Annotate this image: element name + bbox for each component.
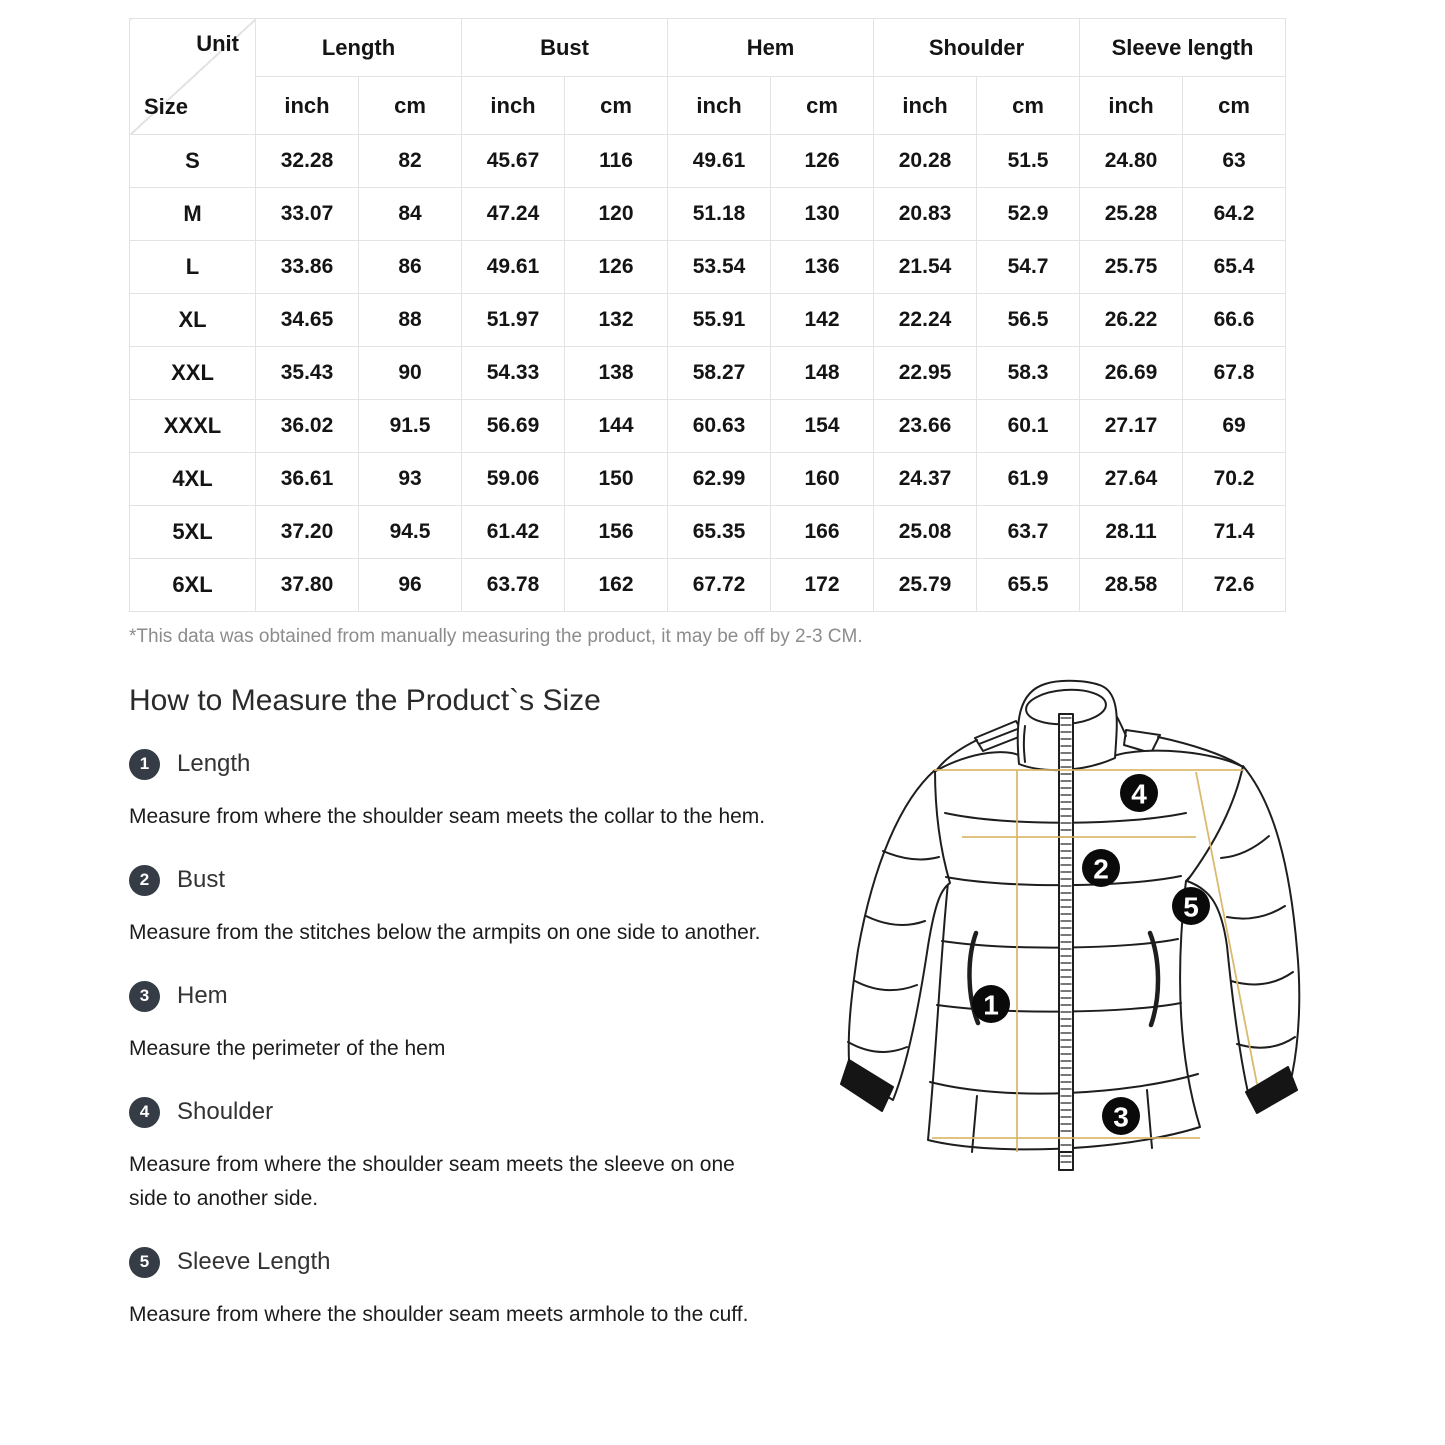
- table-cell: 88: [359, 294, 462, 347]
- table-cell: 33.86: [256, 241, 359, 294]
- svg-text:4: 4: [1131, 778, 1147, 810]
- table-cell: 166: [771, 506, 874, 559]
- column-group-length: Length: [256, 19, 462, 77]
- table-cell: 37.20: [256, 506, 359, 559]
- step-description: Measure from where the shoulder seam meets armhole to the cuff.: [129, 1303, 749, 1326]
- measure-section: [129, 650, 1315, 1332]
- size-table-body: [130, 135, 1286, 612]
- step-label: Hem: [177, 982, 228, 1009]
- table-cell: 32.28: [256, 135, 359, 188]
- table-cell: 49.61: [462, 241, 565, 294]
- step-header: [129, 980, 789, 1012]
- table-cell: 56.69: [462, 400, 565, 453]
- table-cell: 154: [771, 400, 874, 453]
- jacket-diagram-svg: [829, 650, 1315, 1210]
- table-cell: 116: [565, 135, 668, 188]
- step-label: Shoulder: [177, 1098, 274, 1125]
- measure-step: [129, 864, 789, 950]
- table-cell: 96: [359, 559, 462, 612]
- table-cell: 33.07: [256, 188, 359, 241]
- unit-header: inch: [874, 77, 977, 135]
- table-cell: 86: [359, 241, 462, 294]
- table-cell: 55.91: [668, 294, 771, 347]
- table-cell: 24.37: [874, 453, 977, 506]
- step-description: Measure the perimeter of the hem: [129, 1037, 446, 1060]
- size-label: 5XL: [130, 506, 256, 559]
- measure-heading: How to Measure the Product`s Size: [129, 684, 601, 717]
- table-cell: 26.69: [1080, 347, 1183, 400]
- table-cell: 58.27: [668, 347, 771, 400]
- column-group-shoulder: Shoulder: [874, 19, 1080, 77]
- table-cell: 37.80: [256, 559, 359, 612]
- step-label: Length: [177, 750, 251, 777]
- step-label: Bust: [177, 866, 226, 893]
- table-cell: 54.7: [977, 241, 1080, 294]
- table-cell: 24.80: [1080, 135, 1183, 188]
- corner-size-label: Size: [144, 94, 189, 119]
- table-cell: 54.33: [462, 347, 565, 400]
- table-cell: 91.5: [359, 400, 462, 453]
- table-row: [130, 294, 1286, 347]
- hood-strap-right: [1124, 730, 1160, 753]
- jacket-diagram: [829, 650, 1315, 1210]
- svg-text:1: 1: [983, 989, 999, 1021]
- table-cell: 90: [359, 347, 462, 400]
- size-label: L: [130, 241, 256, 294]
- table-cell: 156: [565, 506, 668, 559]
- table-cell: 52.9: [977, 188, 1080, 241]
- unit-header: inch: [1080, 77, 1183, 135]
- table-row: [130, 453, 1286, 506]
- table-cell: 60.63: [668, 400, 771, 453]
- unit-header: inch: [462, 77, 565, 135]
- table-cell: 160: [771, 453, 874, 506]
- table-cell: 142: [771, 294, 874, 347]
- zipper-tail: [1059, 1152, 1073, 1170]
- unit-header: cm: [359, 77, 462, 135]
- diagram-badge-1: [972, 985, 1010, 1023]
- table-cell: 130: [771, 188, 874, 241]
- corner-unit-label: Unit: [196, 31, 239, 56]
- diagram-badge-2: [1082, 849, 1120, 887]
- unit-header: cm: [565, 77, 668, 135]
- column-group-bust: Bust: [462, 19, 668, 77]
- table-cell: 126: [771, 135, 874, 188]
- table-cell: 120: [565, 188, 668, 241]
- table-cell: 28.58: [1080, 559, 1183, 612]
- table-row: [130, 559, 1286, 612]
- table-cell: 66.6: [1183, 294, 1286, 347]
- measure-step: [129, 748, 789, 834]
- step-number-badge: 2: [129, 865, 160, 896]
- table-cell: 23.66: [874, 400, 977, 453]
- table-cell: 27.17: [1080, 400, 1183, 453]
- table-cell: 58.3: [977, 347, 1080, 400]
- table-cell: 53.54: [668, 241, 771, 294]
- table-cell: 59.06: [462, 453, 565, 506]
- table-cell: 71.4: [1183, 506, 1286, 559]
- table-cell: 22.24: [874, 294, 977, 347]
- table-row: [130, 135, 1286, 188]
- unit-header: cm: [1183, 77, 1286, 135]
- table-row: [130, 400, 1286, 453]
- table-cell: 67.72: [668, 559, 771, 612]
- table-row: [130, 506, 1286, 559]
- table-cell: 28.11: [1080, 506, 1183, 559]
- table-cell: 56.5: [977, 294, 1080, 347]
- table-cell: 25.75: [1080, 241, 1183, 294]
- step-description: Measure from the stitches below the armpits on one side to another.: [129, 921, 761, 944]
- table-cell: 45.67: [462, 135, 565, 188]
- table-cell: 49.61: [668, 135, 771, 188]
- step-number-badge: 4: [129, 1097, 160, 1128]
- table-cell: 144: [565, 400, 668, 453]
- table-row: [130, 188, 1286, 241]
- step-header: [129, 1246, 789, 1278]
- table-cell: 82: [359, 135, 462, 188]
- table-cell: 36.61: [256, 453, 359, 506]
- size-table-header: [130, 19, 1286, 135]
- table-cell: 22.95: [874, 347, 977, 400]
- table-cell: 61.9: [977, 453, 1080, 506]
- zipper: [1059, 714, 1073, 1152]
- table-cell: 25.28: [1080, 188, 1183, 241]
- table-cell: 36.02: [256, 400, 359, 453]
- table-group-row: [130, 19, 1286, 77]
- table-cell: 61.42: [462, 506, 565, 559]
- table-cell: 162: [565, 559, 668, 612]
- table-cell: 84: [359, 188, 462, 241]
- table-cell: 20.28: [874, 135, 977, 188]
- table-cell: 65.35: [668, 506, 771, 559]
- measure-steps: [129, 748, 789, 1332]
- table-cell: 70.2: [1183, 453, 1286, 506]
- table-cell: 72.6: [1183, 559, 1286, 612]
- step-header: [129, 748, 789, 780]
- table-cell: 69: [1183, 400, 1286, 453]
- diagram-badge-4: [1120, 774, 1158, 812]
- table-cell: 138: [565, 347, 668, 400]
- unit-header: cm: [771, 77, 874, 135]
- size-label: XXL: [130, 347, 256, 400]
- step-number-badge: 3: [129, 981, 160, 1012]
- table-cell: 148: [771, 347, 874, 400]
- table-cell: 150: [565, 453, 668, 506]
- table-cell: 63.78: [462, 559, 565, 612]
- table-cell: 126: [565, 241, 668, 294]
- table-cell: 20.83: [874, 188, 977, 241]
- measure-text-column: [129, 684, 789, 1332]
- table-cell: 51.5: [977, 135, 1080, 188]
- size-label: 4XL: [130, 453, 256, 506]
- step-description: Measure from where the shoulder seam meets the sleeve on one side to another side.: [129, 1153, 735, 1210]
- size-chart-footnote: *This data was obtained from manually measuring the product, it may be off by 2-3 CM.: [129, 626, 863, 647]
- svg-text:3: 3: [1113, 1101, 1129, 1133]
- table-cell: 25.08: [874, 506, 977, 559]
- table-cell: 65.5: [977, 559, 1080, 612]
- table-cell: 34.65: [256, 294, 359, 347]
- table-cell: 136: [771, 241, 874, 294]
- table-cell: 63: [1183, 135, 1286, 188]
- svg-text:2: 2: [1093, 853, 1109, 885]
- size-label: M: [130, 188, 256, 241]
- diagram-badge-5: [1172, 887, 1210, 925]
- table-cell: 21.54: [874, 241, 977, 294]
- table-cell: 62.99: [668, 453, 771, 506]
- table-cell: 93: [359, 453, 462, 506]
- size-label: XXXL: [130, 400, 256, 453]
- unit-size-corner-cell: [130, 19, 256, 135]
- measure-step: [129, 980, 789, 1066]
- table-cell: 172: [771, 559, 874, 612]
- table-cell: 65.4: [1183, 241, 1286, 294]
- step-header: [129, 864, 789, 896]
- table-cell: 51.97: [462, 294, 565, 347]
- step-description: Measure from where the shoulder seam meets the collar to the hem.: [129, 805, 766, 828]
- size-label: S: [130, 135, 256, 188]
- unit-header: inch: [256, 77, 359, 135]
- size-table: [129, 18, 1286, 612]
- unit-header: cm: [977, 77, 1080, 135]
- step-number-badge: 5: [129, 1247, 160, 1278]
- size-label: XL: [130, 294, 256, 347]
- table-cell: 51.18: [668, 188, 771, 241]
- measure-step: [129, 1246, 789, 1332]
- table-cell: 25.79: [874, 559, 977, 612]
- table-unit-row: [130, 77, 1286, 135]
- step-header: [129, 1096, 789, 1128]
- table-row: [130, 347, 1286, 400]
- measure-step: [129, 1096, 789, 1216]
- table-cell: 35.43: [256, 347, 359, 400]
- table-cell: 94.5: [359, 506, 462, 559]
- table-cell: 60.1: [977, 400, 1080, 453]
- diagram-badge-3: [1102, 1097, 1140, 1135]
- svg-text:5: 5: [1183, 891, 1199, 923]
- table-cell: 132: [565, 294, 668, 347]
- column-group-sleeve-length: Sleeve length: [1080, 19, 1286, 77]
- table-cell: 26.22: [1080, 294, 1183, 347]
- column-group-hem: Hem: [668, 19, 874, 77]
- table-cell: 64.2: [1183, 188, 1286, 241]
- table-row: [130, 241, 1286, 294]
- table-cell: 27.64: [1080, 453, 1183, 506]
- table-cell: 63.7: [977, 506, 1080, 559]
- step-label: Sleeve Length: [177, 1248, 331, 1275]
- size-label: 6XL: [130, 559, 256, 612]
- step-number-badge: 1: [129, 749, 160, 780]
- table-cell: 67.8: [1183, 347, 1286, 400]
- table-cell: 47.24: [462, 188, 565, 241]
- unit-header: inch: [668, 77, 771, 135]
